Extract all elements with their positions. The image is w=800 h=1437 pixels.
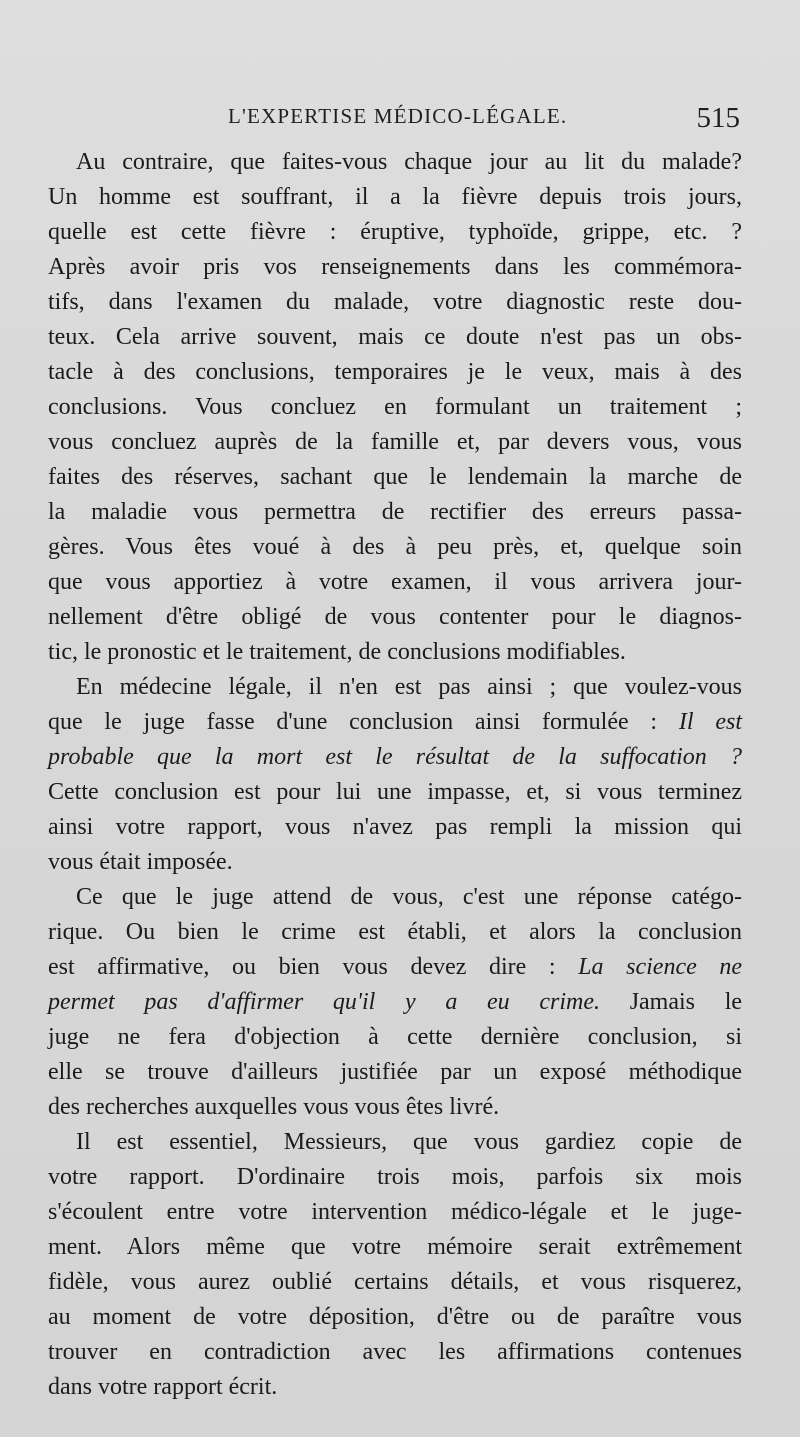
text-line: Ce que le juge attend de vous, c'est une réponse catégo-: [76, 884, 742, 910]
text-line: Cette conclusion est pour lui une impasse, et, si vous terminez: [48, 779, 742, 805]
text-line: s'écoulent entre votre intervention médico-légale et le juge-: [48, 1199, 742, 1225]
text-line: la maladie vous permettra de rectifier des erreurs passa-: [48, 499, 742, 525]
text-line: tic, le pronostic et le traitement, de conclusions modifiables.: [48, 639, 626, 665]
text-line: trouver en contradiction avec les affirmations contenues: [48, 1339, 742, 1365]
text-line: ainsi votre rapport, vous n'avez pas rempli la mission qui: [48, 814, 742, 840]
text-line: vous était imposée.: [48, 849, 233, 875]
text-line: En médecine légale, il n'en est pas ainsi ; que voulez-vous: [76, 674, 742, 700]
text-line: gères. Vous êtes voué à des à peu près, et, quelque soin: [48, 534, 742, 560]
body-text: [48, 145, 742, 1410]
text-line: dans votre rapport écrit.: [48, 1374, 278, 1400]
page-header: [48, 104, 742, 144]
italic-phrase: La science ne: [578, 954, 742, 980]
text-line: ment. Alors même que votre mémoire serait extrêmement: [48, 1234, 742, 1260]
line-tail-text: Jamais le: [629, 989, 743, 1015]
text-line: que le juge fasse d'une conclusion ainsi formulée : Il est: [48, 709, 742, 735]
text-line: probable que la mort est le résultat de la suffocation ?: [48, 744, 742, 770]
text-line: Après avoir pris vos renseignements dans les commémora-: [48, 254, 742, 280]
text-line: rique. Ou bien le crime est établi, et alors la conclusion: [48, 919, 742, 945]
text-line: Au contraire, que faites-vous chaque jour au lit du malade?: [76, 149, 742, 175]
text-line: teux. Cela arrive souvent, mais ce doute n'est pas un obs-: [48, 324, 742, 350]
text-line: que vous apportiez à votre examen, il vous arrivera jour-: [48, 569, 742, 595]
italic-quote-start: Il est: [678, 709, 742, 735]
text-line: vous concluez auprès de la famille et, par devers vous, vous: [48, 429, 742, 455]
text-line: tifs, dans l'examen du malade, votre diagnostic reste dou-: [48, 289, 742, 315]
page-number: 515: [696, 102, 740, 134]
text-line: conclusions. Vous concluez en formulant un traitement ;: [48, 394, 742, 420]
text-line: tacle à des conclusions, temporaires je le veux, mais à des: [48, 359, 742, 385]
text-line: permet pas d'affirmer qu'il y a eu crime. Jamais le: [48, 989, 743, 1015]
text-line: faites des réserves, sachant que le lendemain la marche de: [48, 464, 742, 490]
text-line: est affirmative, ou bien vous devez dire : La science ne: [48, 954, 742, 980]
text-line: fidèle, vous aurez oublié certains détails, et vous risquerez,: [48, 1269, 742, 1295]
text-line: quelle est cette fièvre : éruptive, typhoïde, grippe, etc. ?: [48, 219, 742, 245]
text-line: elle se trouve d'ailleurs justifiée par un exposé méthodique: [48, 1059, 742, 1085]
text-line: au moment de votre déposition, d'être ou de paraître vous: [48, 1304, 742, 1330]
text-line: juge ne fera d'objection à cette dernière conclusion, si: [48, 1024, 742, 1050]
text-line: Il est essentiel, Messieurs, que vous gardiez copie de: [76, 1129, 742, 1155]
text-line: des recherches auxquelles vous vous êtes livré.: [48, 1094, 500, 1120]
text-line: nellement d'être obligé de vous contenter pour le diagnos-: [48, 604, 742, 630]
text-line: votre rapport. D'ordinaire trois mois, parfois six mois: [48, 1164, 742, 1190]
running-title: L'EXPERTISE MÉDICO-LÉGALE.: [228, 104, 568, 128]
text-line: Un homme est souffrant, il a la fièvre depuis trois jours,: [48, 184, 742, 210]
